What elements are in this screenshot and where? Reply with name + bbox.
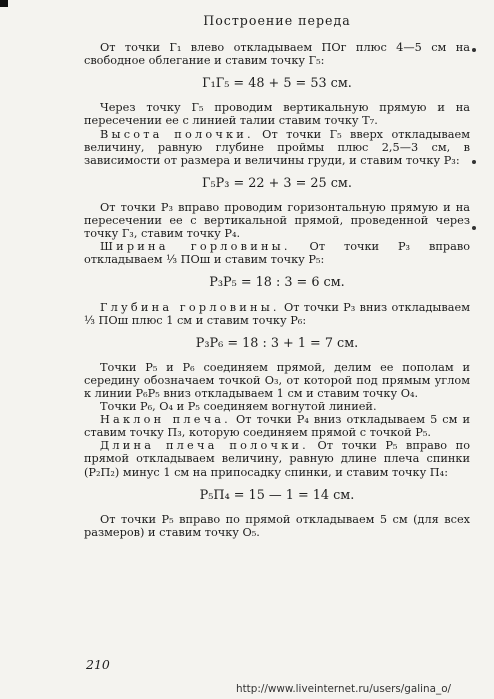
formula: Г₁Г₅ = 48 + 5 = 53 см. [202,76,352,92]
paragraph: От точки Г₁ влево откладываем ПОг плюс 4—5 см на свободное облегание и ставим точку Г₅: [84,41,470,68]
paragraph: Точки Р₅ и Р₆ соединяем прямой, делим ее пополам и середину обозначаем точкой О₃, от которой под прямым углом к линии Р₆Р₅ вниз откладываем 1 см и ставим точку О₄. [84,360,470,400]
paragraph: От точки Р₃ вправо проводим горизонтальную прямую и на пересечении ее с вертикальной прямой, проведенной через точку Г₃, ставим точку Р₄. [84,200,470,241]
paragraph-text: От точки Р₄ вниз откладываем 5 см и ставим точку П₃, которую соединяем прямой с точкой Р₅. [84,413,470,440]
scan-edge-mark [0,0,8,7]
paragraph-text: От точки Г₅ вверх откладываем величину, равную глубине проймы плюс 2,5—3 см, в зависимости от размера и величины груди, и ставим точку Р₃: [84,127,470,167]
section-heading: Ширина горловины. [100,240,291,254]
paragraph [84,240,470,266]
footer-url: http://www.liveinternet.ru/users/galina_o/ [236,683,452,695]
formula: Г₅Р₃ = 22 + 3 = 25 см. [202,175,352,191]
paragraph [84,439,470,478]
paragraph-text: От точки Р₅ вправо по прямой откладываем величину, равную длине плеча спинки (Р₂П₂) минус 1 см на припосадку спинки, и ставим точку П₄: [84,439,470,479]
formula: Р₃Р₆ = 18 : 3 + 1 = 7 см. [195,335,359,351]
paragraph [84,413,470,439]
formula: Р₅П₄ = 15 — 1 = 14 см. [199,487,355,503]
paragraph: Через точку Г₅ проводим вертикальную прямую и на пересечении ее с линией талии ставим точку Т₇. [84,101,470,128]
page-title: Построение переда [203,13,351,28]
section-heading: Наклон плеча. [100,413,231,427]
paragraph-text: От точки Р₃ вниз откладываем ⅓ ПОш плюс 1 см и ставим точку Р₆: [84,300,470,327]
section-heading: Глубина горловины. [100,300,280,314]
page-number: 210 [86,657,110,672]
document-page [84,14,470,539]
scan-speck [472,160,476,164]
paragraph [84,128,470,167]
paragraph: От точки Р₅ вправо по прямой откладываем 5 см (для всех размеров) и ставим точку О₅. [84,512,470,539]
paragraph-text: От точки Р₃ вправо откладываем ⅓ ПОш и ставим точку Р₅: [84,240,470,267]
scan-speck [472,226,476,230]
section-heading: Высота полочки. [100,127,254,141]
formula: Р₃Р₅ = 18 : 3 = 6 см. [209,275,345,291]
section-heading: Длина плеча полочки. [100,439,309,453]
paragraph: Точки Р₆, О₄ и Р₅ соединяем вогнутой линией. [100,400,377,414]
paragraph [84,301,470,327]
scan-speck [472,48,476,52]
